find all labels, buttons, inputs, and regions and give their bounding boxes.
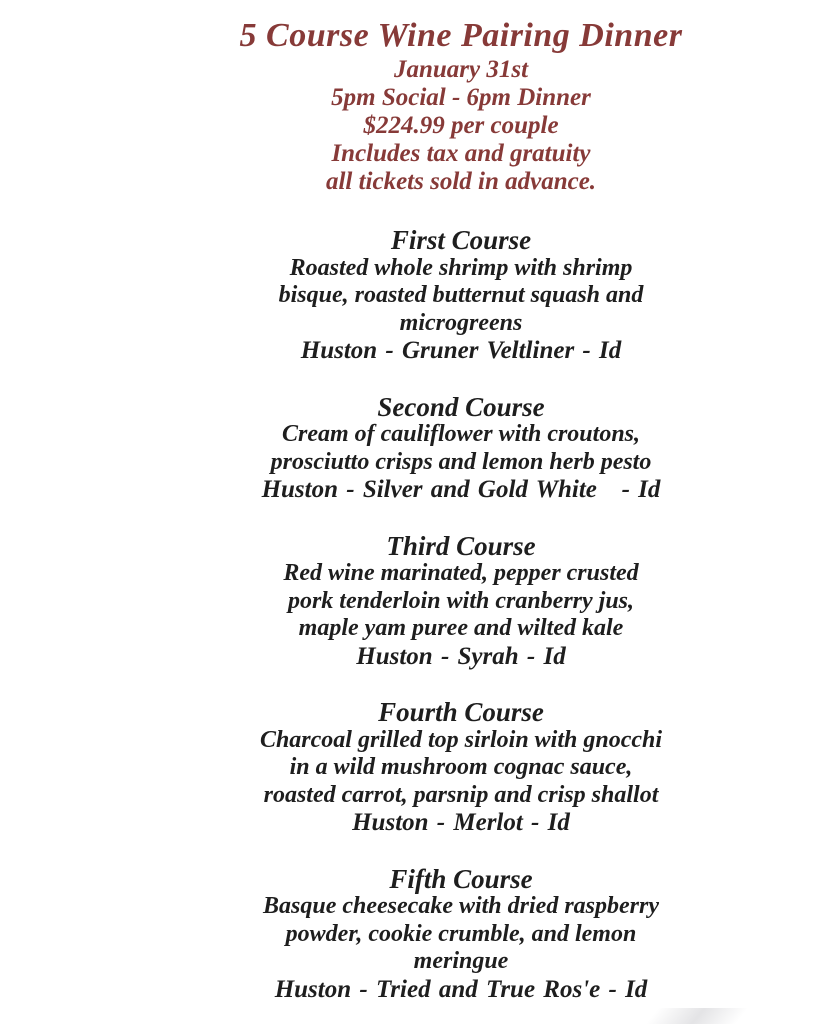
wine-pairing: Huston - Silver and Gold White - Id <box>261 476 661 503</box>
course-description-line: roasted carrot, parsnip and crisp shallot <box>263 781 659 808</box>
course-description-line: Charcoal grilled top sirloin with gnocchi <box>259 726 663 753</box>
wine-pairing: Huston - Tried and True Ros'e - Id <box>274 975 648 1003</box>
course-description-line: Basque cheesecake with dried raspberry <box>263 893 659 919</box>
scan-artifact <box>635 1008 775 1024</box>
course-heading: Third Course <box>386 530 536 561</box>
price-per-couple: $224.99 per couple <box>363 112 559 139</box>
course-description-line: in a wild mushroom cognac sauce, <box>289 754 633 780</box>
event-schedule: 5pm Social - 6pm Dinner <box>331 84 591 111</box>
wine-pairing: Huston - Syrah - Id <box>356 642 566 670</box>
course-section-first <box>181 227 741 365</box>
course-section-fifth <box>181 863 741 1004</box>
wine-pairing: Huston - Gruner Veltliner - Id <box>300 337 622 364</box>
course-description-line: Red wine marinated, pepper crusted <box>283 560 639 586</box>
course-section-fourth <box>181 699 741 837</box>
tax-gratuity-note: Includes tax and gratuity <box>331 140 591 167</box>
course-list <box>181 227 741 1003</box>
event-date: January 31st <box>393 56 529 83</box>
course-description-line: powder, cookie crumble, and lemon <box>285 920 637 947</box>
course-description-line: Cream of cauliflower with croutons, <box>281 421 641 447</box>
course-description-line: bisque, roasted butternut squash and <box>278 282 644 308</box>
course-description-line: meringue <box>413 948 509 974</box>
course-description-line: pork tenderloin with cranberry jus, <box>287 587 635 614</box>
page-title: 5 Course Wine Pairing Dinner <box>239 17 683 54</box>
course-description-line: microgreens <box>399 309 523 336</box>
course-heading: Fourth Course <box>378 697 544 727</box>
course-description-line: Roasted whole shrimp with shrimp <box>289 254 633 281</box>
course-description-line: prosciutto crisps and lemon herb pesto <box>270 448 652 475</box>
course-section-second <box>181 391 741 504</box>
wine-pairing: Huston - Merlot - Id <box>352 809 570 836</box>
menu-content-column <box>181 0 741 1003</box>
course-heading: Second Course <box>377 391 545 422</box>
course-description-line: maple yam puree and wilted kale <box>298 615 624 641</box>
course-heading: First Course <box>390 225 532 255</box>
course-heading: Fifth Course <box>389 863 533 894</box>
course-section-third <box>181 530 741 671</box>
tickets-note: all tickets sold in advance. <box>325 168 597 195</box>
